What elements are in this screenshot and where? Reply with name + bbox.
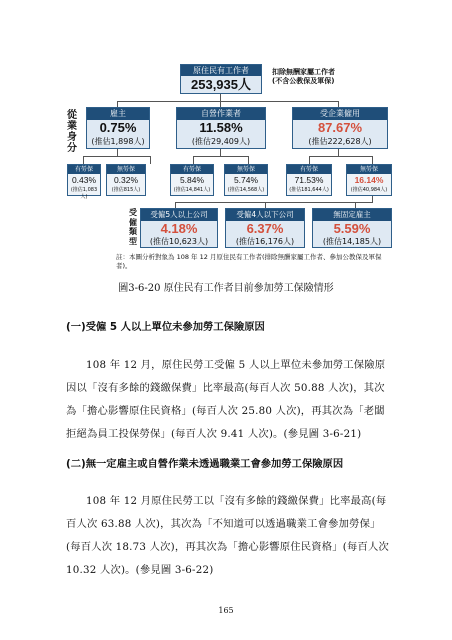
small-box-sub: (推估1,083人) <box>70 187 98 200</box>
exclusion-note-line2: (不含公教保及軍保) <box>272 77 335 85</box>
enterprise-employed-title: 受企業僱用 <box>293 108 387 120</box>
employ-type-4less <box>225 208 305 248</box>
figure-caption: 圖3-6-20 原住民有工作者目前參加勞工保險情形 <box>118 283 334 294</box>
connector <box>338 149 339 156</box>
small-box-title: 有勞保 <box>287 165 331 174</box>
small-box-value: 0.43% <box>71 175 97 185</box>
connector <box>248 156 249 164</box>
small-box-value: 16.14% <box>354 175 384 185</box>
employ-type-title: 受僱5人以上公司 <box>141 209 217 221</box>
self-employed-sub: (推估29,409人) <box>191 137 251 146</box>
employ-type-title: 無固定雇主 <box>313 209 391 221</box>
chart-footnote: 註：本圖分析對象為 108 年 12 月原住民有工作者(排除無酬家屬工作者、參加公教保及軍保者)。 <box>116 253 382 270</box>
connector <box>220 94 221 101</box>
section-2-title: (二)無一定雇主或自營作業未透過職業工會參加勞工保險原因 <box>66 458 344 470</box>
employer-sub: (推估1,898人) <box>91 137 145 146</box>
connector <box>309 156 373 157</box>
connector <box>309 156 310 164</box>
employ-type-sub: (推估16,176人) <box>235 237 295 246</box>
employer-value: 0.75% <box>99 120 137 135</box>
connector <box>220 149 221 156</box>
side-label-status: 從業身分 <box>67 110 77 154</box>
employ-type-value: 4.18% <box>160 221 198 236</box>
small-box-sub: (推估40,984人) <box>350 187 388 193</box>
self-employed-title: 自營作業者 <box>177 108 265 120</box>
small-box-employed-uninsured <box>346 164 392 196</box>
connector <box>117 101 339 102</box>
employ-type-value: 6.37% <box>246 221 284 236</box>
exclusion-note-line1: 扣除無酬家屬工作者 <box>272 68 335 76</box>
top-box <box>180 64 262 94</box>
small-box-title: 無勞保 <box>107 165 145 174</box>
small-box-value: 5.84% <box>179 175 205 185</box>
employ-type-no-fixed-employer <box>312 208 392 248</box>
connector <box>175 202 373 203</box>
section-2-body: 108 年 12 月原住民勞工以「沒有多餘的錢繳保費」比率最高(每百人次 63.88 人次)，其次為「不知道可以透過職業工會參加勞保」(每百人次 18.73 人次)，再其次為「擔心影響原住民資格」(每百人次 10.32 人次)。(參見圖 3-6-22) <box>66 495 389 576</box>
small-box-title: 無勞保 <box>347 165 391 174</box>
enterprise-employed-sub: (推估222,628人) <box>308 137 372 146</box>
employ-type-sub: (推估14,185人) <box>322 237 382 246</box>
enterprise-employed-value: 87.67% <box>317 120 363 135</box>
small-box-sub: (推估14,841人) <box>173 187 211 193</box>
employ-type-value: 5.59% <box>333 221 371 236</box>
connector <box>372 156 373 164</box>
page-number: 165 <box>218 606 234 615</box>
employ-type-5plus <box>140 208 218 248</box>
top-box-value: 253,935人 <box>191 77 251 92</box>
small-box-value: 71.53% <box>294 175 324 185</box>
connector <box>193 156 194 164</box>
small-box-sub: (推估14,568人) <box>227 187 265 193</box>
small-box-employer-insured <box>67 164 101 200</box>
exclusion-note <box>272 68 352 86</box>
small-box-title: 有勞保 <box>171 165 213 174</box>
small-box-value: 5.74% <box>233 175 259 185</box>
connector <box>117 149 118 156</box>
employer-title: 雇主 <box>87 108 149 120</box>
top-box-title: 原住民有工作者 <box>181 65 261 76</box>
employ-type-title: 受僱4人以下公司 <box>226 209 304 221</box>
small-box-sub: (推估815人) <box>111 187 141 193</box>
small-box-employer-uninsured <box>106 164 146 196</box>
small-box-self-insured <box>170 164 214 196</box>
enterprise-employed-box <box>292 107 388 149</box>
small-box-self-uninsured <box>224 164 268 196</box>
small-box-sub: (推估181,644人) <box>289 187 329 193</box>
small-box-employed-insured <box>286 164 332 196</box>
section-1-title: (一)受僱 5 人以上單位未參加勞工保險原因 <box>66 321 265 333</box>
employer-box <box>86 107 150 149</box>
side-label-employment-type: 受僱類型 <box>129 208 137 246</box>
self-employed-box <box>176 107 266 149</box>
connector <box>83 156 151 157</box>
employ-type-sub: (推估10,623人) <box>149 237 209 246</box>
section-1-body: 108 年 12 月，原住民勞工受僱 5 人以上單位未參加勞工保險原因以「沒有多餘的錢繳保費」比率最高(每百人次 50.88 人次)，其次為「擔心影響原住民資格」(每百人次 25.80 人次)，再其次為「老闆拒絕為員工投保勞保」(每百人次 9.41 人次)。(參見圖 3-6-21) <box>66 359 386 440</box>
connector <box>193 156 249 157</box>
self-employed-value: 11.58% <box>199 120 243 135</box>
connector <box>150 156 151 164</box>
small-box-title: 無勞保 <box>225 165 267 174</box>
connector <box>83 156 84 164</box>
small-box-value: 0.32% <box>113 175 139 185</box>
small-box-title: 有勞保 <box>68 165 100 174</box>
